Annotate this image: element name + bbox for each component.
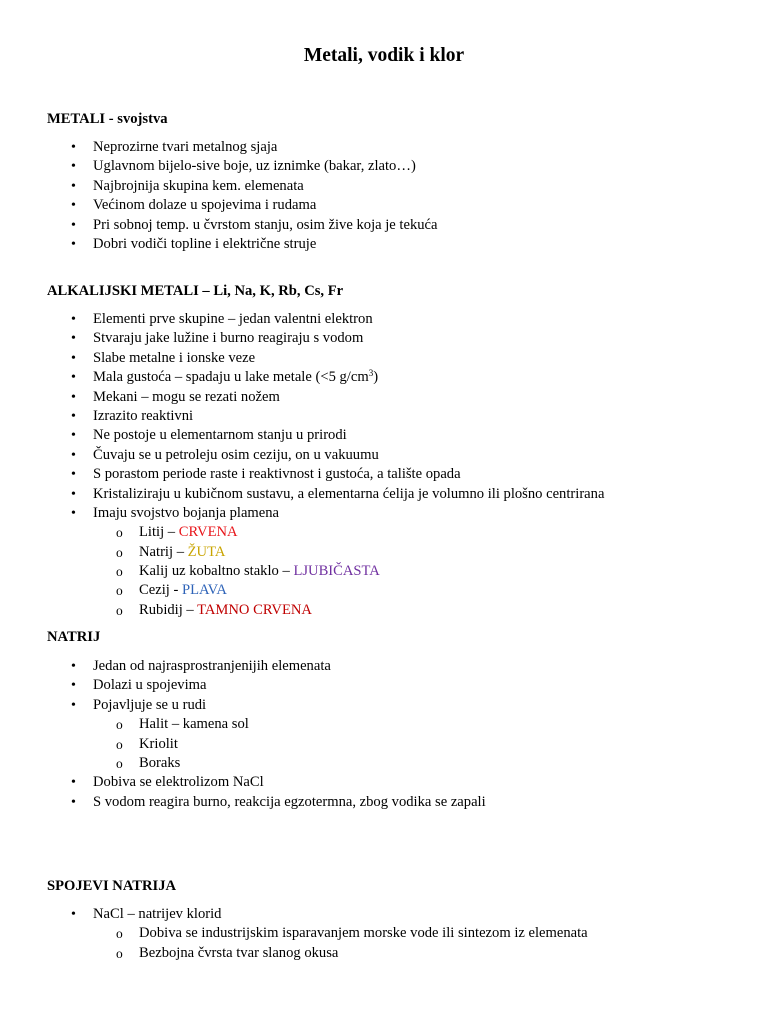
list-item: • Mekani – mogu se rezati nožem (0, 388, 720, 407)
section-heading-metali: METALI - svojstva (47, 111, 168, 127)
list-item: • Najbrojnija skupina kem. elemenata (0, 177, 720, 196)
list-spojevi (0, 905, 720, 963)
list-item: • S porastom periode raste i reaktivnost i gustoća, a talište opada (0, 465, 720, 484)
list-item: • Pri sobnoj temp. u čvrstom stanju, osim žive koja je tekuća (0, 216, 720, 235)
list-metali (0, 138, 720, 254)
list-item: • S vodom reagira burno, reakcija egzotermna, zbog vodika se zapali (0, 793, 720, 812)
sub-list-item-flame (0, 543, 720, 562)
list-item: • Stvaraju jake lužine i burno reagiraju s vodom (0, 329, 720, 348)
list-item: • Dolazi u spojevima (0, 676, 720, 695)
list-natrij (0, 657, 720, 812)
flame-element: Litij – (139, 524, 179, 541)
sub-list-item-flame (0, 581, 720, 600)
gustoca-close: ) (373, 369, 379, 386)
sub-list-item: o Dobiva se industrijskim isparavanjem morske vode ili sintezom iz elemenata (0, 924, 720, 943)
section-heading-natrij: NATRIJ (47, 629, 101, 645)
list-item: • NaCl – natrijev klorid (0, 905, 720, 924)
list-item: • Slabe metalne i ionske veze (0, 349, 720, 368)
list-item: • Čuvaju se u petroleju osim ceziju, on u vakuumu (0, 446, 720, 465)
list-item-gustoca (0, 368, 720, 387)
list-item: • Pojavljuje se u rudi (0, 696, 720, 715)
list-item: • Dobiva se elektrolizom NaCl (0, 773, 720, 792)
list-item: • Uglavnom bijelo-sive boje, uz iznimke (bakar, zlato…) (0, 157, 720, 176)
sub-list-item: o Kriolit (0, 735, 720, 754)
list-item: • Većinom dolaze u spojevima i rudama (0, 196, 720, 215)
sub-list-item: o Halit – kamena sol (0, 715, 720, 734)
page-title: Metali, vodik i klor (303, 45, 465, 66)
section-heading-alkalijski: ALKALIJSKI METALI – Li, Na, K, Rb, Cs, Fr (47, 283, 344, 299)
list-item: • Ne postoje u elementarnom stanju u prirodi (0, 426, 720, 445)
sub-list-item-flame (0, 601, 720, 620)
superscript: 3 (368, 368, 374, 379)
list-item: • Dobri vodiči topline i električne struje (0, 235, 720, 254)
list-item: • Imaju svojstvo bojanja plamena (0, 504, 720, 523)
section-heading-spojevi: SPOJEVI NATRIJA (47, 878, 177, 894)
list-item: • Kristaliziraju u kubičnom sustavu, a elementarna ćelija je volumno ili plošno centrirana (0, 485, 720, 504)
flame-color: TAMNO CRVENA (197, 601, 312, 618)
list-item: • Neprozirne tvari metalnog sjaja (0, 138, 720, 157)
sub-list-item-flame (0, 562, 720, 581)
flame-color: LJUBIČASTA (293, 563, 380, 580)
list-item: • Jedan od najrasprostranjenijih elemenata (0, 657, 720, 676)
sub-list-item: o Boraks (0, 754, 720, 773)
sub-list-item-flame (0, 523, 720, 542)
flame-element: Cezij - (139, 582, 182, 599)
list-item: • Izrazito reaktivni (0, 407, 720, 426)
flame-element: Natrij – (139, 543, 188, 560)
gustoca-text: Mala gustoća – spadaju u lake metale (<5 g/cm (93, 369, 369, 386)
flame-element: Kalij uz kobaltno staklo – (139, 563, 294, 580)
flame-element: Rubidij – (139, 601, 198, 618)
list-item: • Elementi prve skupine – jedan valentni elektron (0, 310, 720, 329)
list-alkalijski (0, 310, 720, 620)
flame-color: CRVENA (178, 524, 238, 541)
flame-color: ŽUTA (187, 543, 226, 560)
sub-list-item: o Bezbojna čvrsta tvar slanog okusa (0, 944, 720, 963)
flame-color: PLAVA (181, 582, 227, 599)
